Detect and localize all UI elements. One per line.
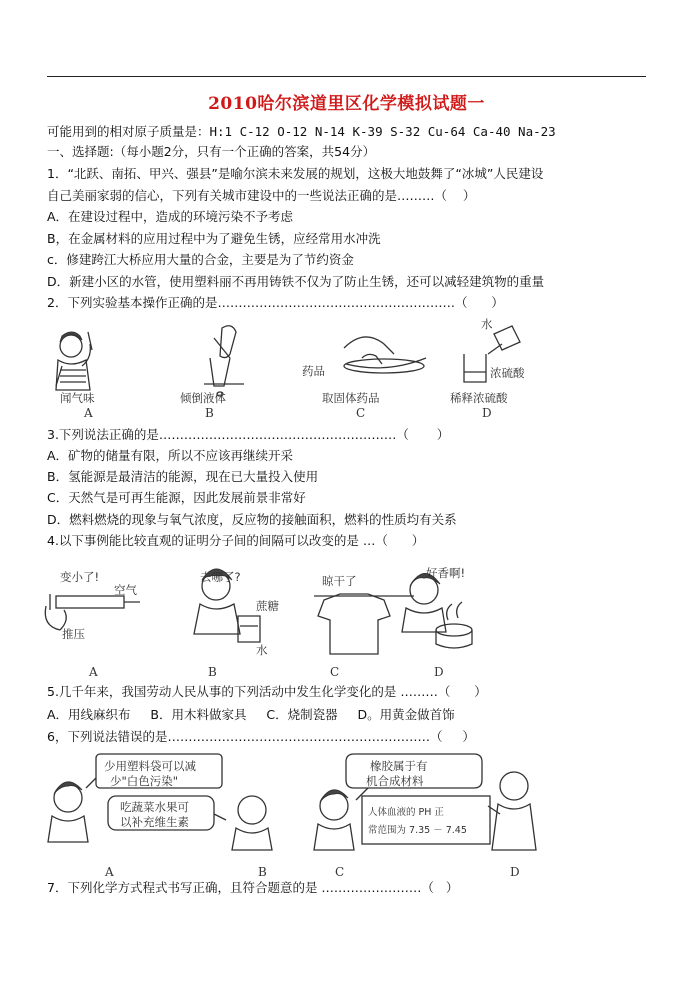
q4-label-smell: 好香啊!: [426, 566, 466, 580]
q2-illustrations: [44, 318, 644, 424]
atomic-masses: 可能用到的相对原子质量是：H:1 C-12 O-12 N-14 K-39 S-32 Cu-64 Ca-40 Na-23: [47, 124, 556, 139]
q4-label-where: 去哪了?: [200, 570, 241, 584]
q4-label-sugar: 蔗糖: [256, 599, 279, 613]
q2-label-water: 水: [481, 317, 493, 331]
q6-letter-a: A: [105, 865, 114, 879]
bubble-a-line2: 少"白色污染": [110, 774, 179, 788]
q2-caption-b: 倾倒液体: [180, 391, 226, 405]
syringe-illustration: [45, 594, 140, 630]
q2-letter-b: B: [205, 406, 214, 420]
q6-letter-c: C: [335, 865, 345, 879]
q1-stem-line1: 1．“北跃、南拓、甲兴、强县”是喻尔滨未来发展的规划，这极大地鼓舞了“冰城”人民建设: [47, 166, 544, 181]
shirt-drying-illustration: [314, 594, 414, 654]
q2-caption-c: 取固体药品: [322, 391, 380, 405]
bubble-a-line1: 少用塑料袋可以减: [104, 759, 196, 773]
q2-caption-d: 稀释浓硫酸: [450, 391, 508, 405]
board-line2: 常范围为 7.35 － 7.45: [368, 825, 467, 836]
q3-option-a: A．矿物的储量有限，所以不应该再继续开采: [47, 448, 294, 463]
q4-letter-b: B: [208, 665, 217, 679]
q1-option-c: c．修建跨江大桥应用大量的合金，主要是为了节约资金: [47, 252, 354, 267]
page-title: 2010哈尔滨道里区化学模拟试题一: [208, 94, 485, 114]
board-person-illustration: [314, 790, 354, 850]
cooking-person-illustration: [402, 573, 472, 648]
q1-option-d: D．新建小区的水管，使用塑料丽不再用铸铁不仅为了防止生锈，还可以减轻建筑物的重量: [47, 274, 545, 289]
q4-label-smaller: 变小了!: [60, 570, 100, 584]
q2-label-medicine: 药品: [302, 364, 325, 378]
middle-person-illustration: [232, 796, 272, 850]
q2-stem: 2．下列实验基本操作正确的是…………………………………………………（ ）: [47, 295, 504, 310]
q4-letter-a: A: [89, 665, 98, 679]
q2-letter-c: C: [356, 406, 366, 420]
q6-letter-d: D: [510, 865, 520, 879]
q3-option-b: B．氢能源是最清洁的能源，现在已大量投入使用: [47, 469, 319, 484]
q7-stem: 7．下列化学方式程式书写正确，且符合题意的是 ……………………（ ）: [47, 880, 459, 895]
q2-letter-d: D: [482, 406, 492, 420]
q4-letter-c: C: [330, 665, 340, 679]
q6-stem: 6，下列说法错误的是………………………………………………………（ ）: [47, 729, 475, 744]
take-solid-illustration: [344, 337, 426, 373]
q1-option-b: B，在金属材料的应用过程中为了避免生锈，应经常用水冲洗: [47, 231, 381, 246]
q4-label-press: 推压: [62, 627, 85, 641]
q5-stem: 5.几千年来，我国劳动人民从事的下列活动中发生化学变化的是 ………（ ）: [47, 684, 487, 699]
q4-letter-d: D: [434, 665, 444, 679]
q6-letter-b: B: [258, 865, 267, 879]
smell-person-illustration: [56, 332, 92, 390]
bubble-b-line1: 吃蔬菜水果可: [120, 800, 189, 814]
q3-stem: 3.下列说法正确的是…………………………………………………（ ）: [47, 427, 450, 442]
q1-option-a: A．在建设过程中，造成的环境污染不予考虑: [47, 209, 294, 224]
q2-label-acid: 浓硫酸: [490, 366, 525, 380]
q3-option-c: C．天然气是可再生能源，因此发展前景非常好: [47, 490, 306, 505]
q4-stem: 4.以下事例能比较直观的证明分子间的间隔可以改变的是 …（ ）: [47, 533, 425, 548]
q4-label-water: 水: [256, 643, 268, 657]
right-person-illustration: [488, 772, 536, 850]
bubble-b-line2: 以补充维生素: [120, 815, 189, 829]
section-heading: 一、选择题:（每小题2分，只有一个正确的答案，共54分）: [47, 144, 376, 159]
q4-label-air: 空气: [114, 583, 137, 597]
q1-stem-line2: 自己美丽家弱的信心，下列有关城市建设中的一些说法正确的是………（ ）: [47, 188, 476, 203]
pour-liquid-illustration: [204, 326, 244, 396]
bubble-c-line1: 橡胶属于有: [370, 759, 428, 773]
q2-letter-a: A: [84, 406, 93, 420]
header-rule: [47, 76, 646, 77]
board-line1: 人体血液的 PH 正: [368, 807, 444, 818]
q2-caption-a: 闻气味: [60, 391, 95, 405]
left-person-illustration: [48, 782, 88, 842]
q3-option-d: D．燃料燃烧的现象与氧气浓度，反应物的接触面积，燃料的性质均有关系: [47, 512, 457, 527]
bubble-c-line2: 机合成材料: [366, 774, 424, 788]
q5-options: A．用线麻织布 B．用木料做家具 C．烧制瓷器 D。用黄金做首饰: [47, 707, 455, 722]
q4-label-dry: 晾干了: [322, 574, 357, 588]
